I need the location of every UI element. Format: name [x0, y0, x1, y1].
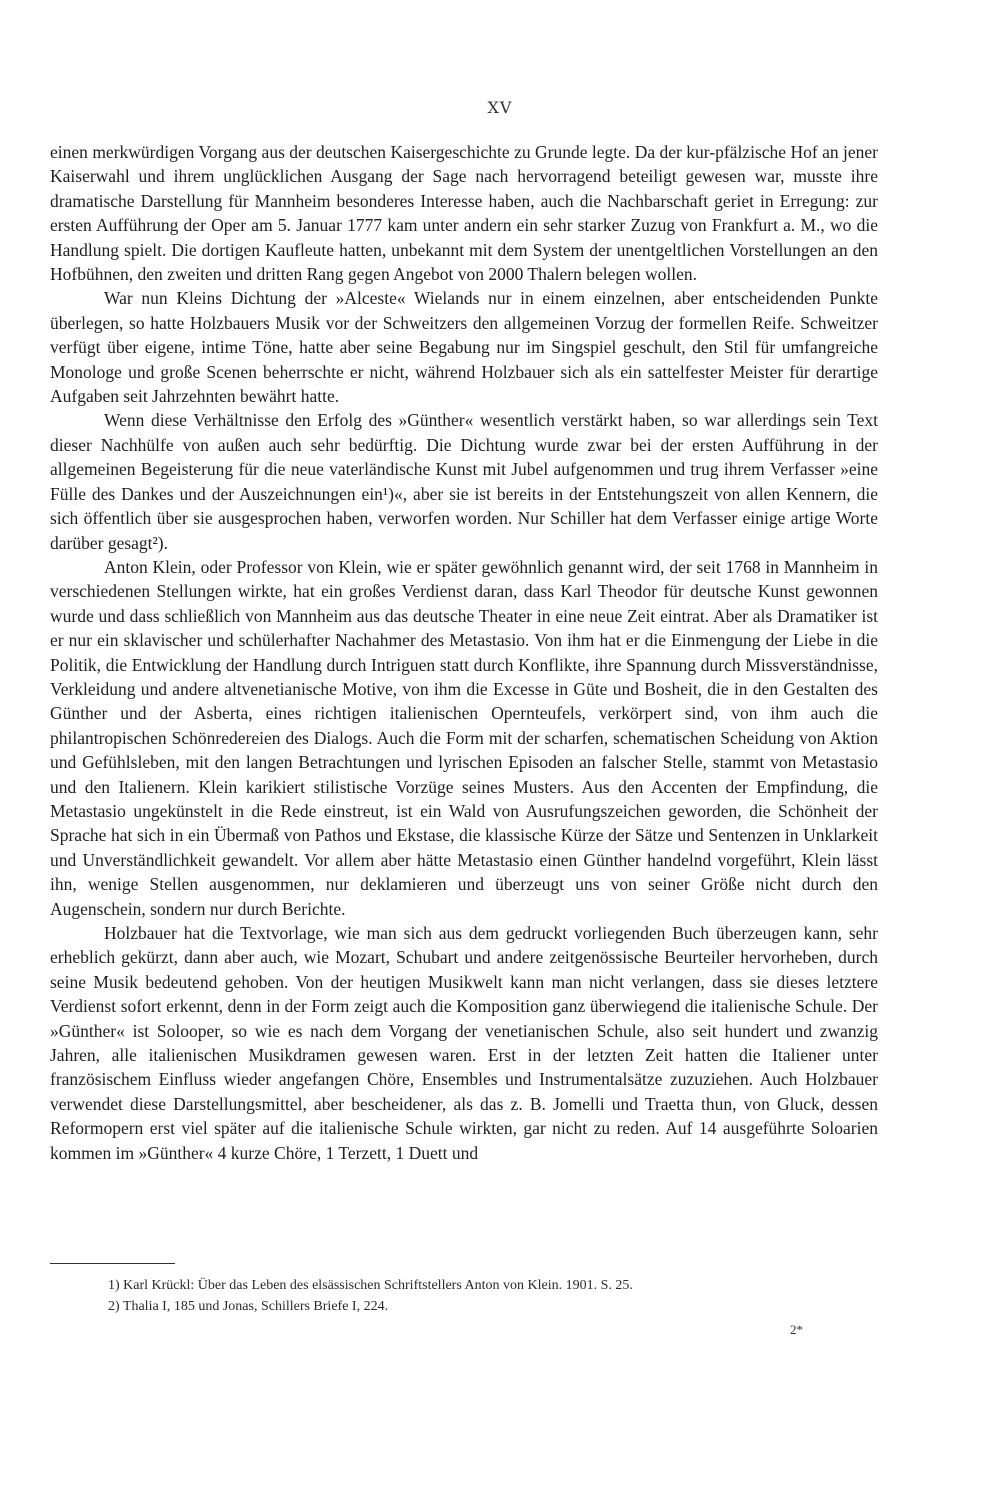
paragraph-1: einen merkwürdigen Vorgang aus der deutschen Kaisergeschichte zu Grunde legte. Da der kur-pfälzische Hof an jener Kaiserwahl und ihrem unglücklichen Ausgang der Sage nach hervorragend beteiligt gewesen war, musste ihre dramatische Darstellung für Mannheim besonderes Interesse haben, auch die Nachbarschaft geriet in Erregung: zur ersten Aufführung der Oper am 5. Januar 1777 kam unter andern ein sehr starker Zuzug von Frankfurt a. M., wo die Handlung spielt. Die dortigen Kaufleute hatten, unbekannt mit dem System der unentgeltlichen Vorstellungen an den Hofbühnen, den zweiten und dritten Rang gegen Angebot von 2000 Thalern belegen wollen.	[50, 142, 878, 285]
signature-mark: 2*	[790, 1322, 803, 1337]
footnote-divider	[50, 1263, 175, 1264]
footnote-1: 1) Karl Krückl: Über das Leben des elsässischen Schriftstellers Anton von Klein. 1901. S. 25.	[108, 1278, 633, 1293]
page-number: XV	[487, 98, 513, 117]
paragraph-5: Holzbauer hat die Textvorlage, wie man sich aus dem gedruckt vorliegenden Buch überzeugen kann, sehr erheblich gekürzt, dann aber auch, wie Mozart, Schubart und andere zeitgenössische Beurteiler hervorheben, durch seine Musik bedeutend gehoben. Von der heutigen Musikwelt kann man nicht verlangen, dass sie dieses letztere Verdienst sofort erkennt, denn in der Form zeigt auch die Komposition ganz überwiegend die italienische Schule. Der »Günther« ist Solooper, so wie es nach dem Vorgang der venetianischen Schule, also seit hundert und zwanzig Jahren, alle italienischen Musikdramen gewesen waren. Erst in der letzten Zeit hatten die Italiener unter französischem Einfluss wieder angefangen Chöre, Ensembles und Instrumentalsätze zuzuziehen. Auch Holzbauer verwendet diese Darstellungsmittel, aber bescheidener, als das z. B. Jomelli und Traetta thun, von Gluck, dessen Reformopern erst viel später auf die italienische Schule wirkten, gar nicht zu reden. Auf 14 ausgeführte Soloarien kommen im »Günther« 4 kurze Chöre, 1 Terzett, 1 Duett und	[50, 923, 878, 1163]
footnote-2: 2) Thalia I, 185 und Jonas, Schillers Briefe I, 224.	[108, 1299, 389, 1314]
footnotes	[108, 1275, 868, 1317]
paragraph-2: War nun Kleins Dichtung der »Alceste« Wielands nur in einem einzelnen, aber entscheidenden Punkte überlegen, so hatte Holzbauers Musik vor der Schweitzers den allgemeinen Vorzug der formellen Reife. Schweitzer verfügt über eigene, intime Töne, hatte aber seine Begabung nur im Singspiel geschult, den Stil für umfangreiche Monologe und große Scenen beherrschte er nicht, während Holzbauer sich als ein sattelfester Meister für derartige Aufgaben seit Jahrzehnten bewährt hatte.	[50, 288, 878, 407]
body-text	[50, 140, 878, 1165]
paragraph-3: Wenn diese Verhältnisse den Erfolg des »Günther« wesentlich verstärkt haben, so war allerdings sein Text dieser Nachhülfe von außen auch sehr bedürftig. Die Dichtung wurde zwar bei der ersten Aufführung in der allgemeinen Begeisterung für die neue vaterländische Kunst mit Jubel aufgenommen und trug ihrem Verfasser »eine Fülle des Dankes und der Auszeichnungen ein¹)«, aber sie ist bereits in der Entstehungszeit von allen Kennern, die sich öffentlich über sie ausgesprochen haben, verworfen worden. Nur Schiller hat dem Verfasser einige artige Worte darüber gesagt²).	[50, 410, 878, 553]
paragraph-4: Anton Klein, oder Professor von Klein, wie er später gewöhnlich genannt wird, der seit 1768 in Mannheim in verschiedenen Stellungen wirkte, hat ein großes Verdienst daran, dass Karl Theodor für deutsche Kunst gewonnen wurde und dass schließlich von Mannheim aus das deutsche Theater in eine neue Zeit eintrat. Aber als Dramatiker ist er nur ein sklavischer und schülerhafter Nachahmer des Metastasio. Von ihm hat er die Einmengung der Liebe in die Politik, die Entwicklung der Handlung durch Intriguen statt durch Konflikte, ihre Spannung durch Missverständnisse, Verkleidung und andere altvenetianische Motive, von ihm die Excesse in Güte und Bosheit, die in den Gestalten des Günther und der Asberta, eines richtigen italienischen Opernteufels, verkörpert sind, von ihm auch die philantropischen Schönredereien des Dialogs. Auch die Form mit der scharfen, schematischen Scheidung von Aktion und Gefühlsleben, mit den langen Betrachtungen und lyrischen Episoden an falscher Stelle, stammt von Metastasio und den Italienern. Klein karikiert stilistische Vorzüge seines Musters. Aus den Accenten der Empfindung, die Metastasio ungekünstelt in die Rede einstreut, ist ein Wald von Ausrufungszeichen geworden, die Schönheit der Sprache hat sich in ein Übermaß von Pathos und Ekstase, die klassische Kürze der Sätze und Sentenzen in Unklarkeit und Unverständlichkeit gewandelt. Vor allem aber hätte Metastasio einen Günther handelnd vorgeführt, Klein lässt ihn, wenige Stellen ausgenommen, nur deklamieren und überzeugt uns von seiner Größe nicht durch den Augenschein, sondern nur durch Berichte.	[50, 556, 878, 919]
